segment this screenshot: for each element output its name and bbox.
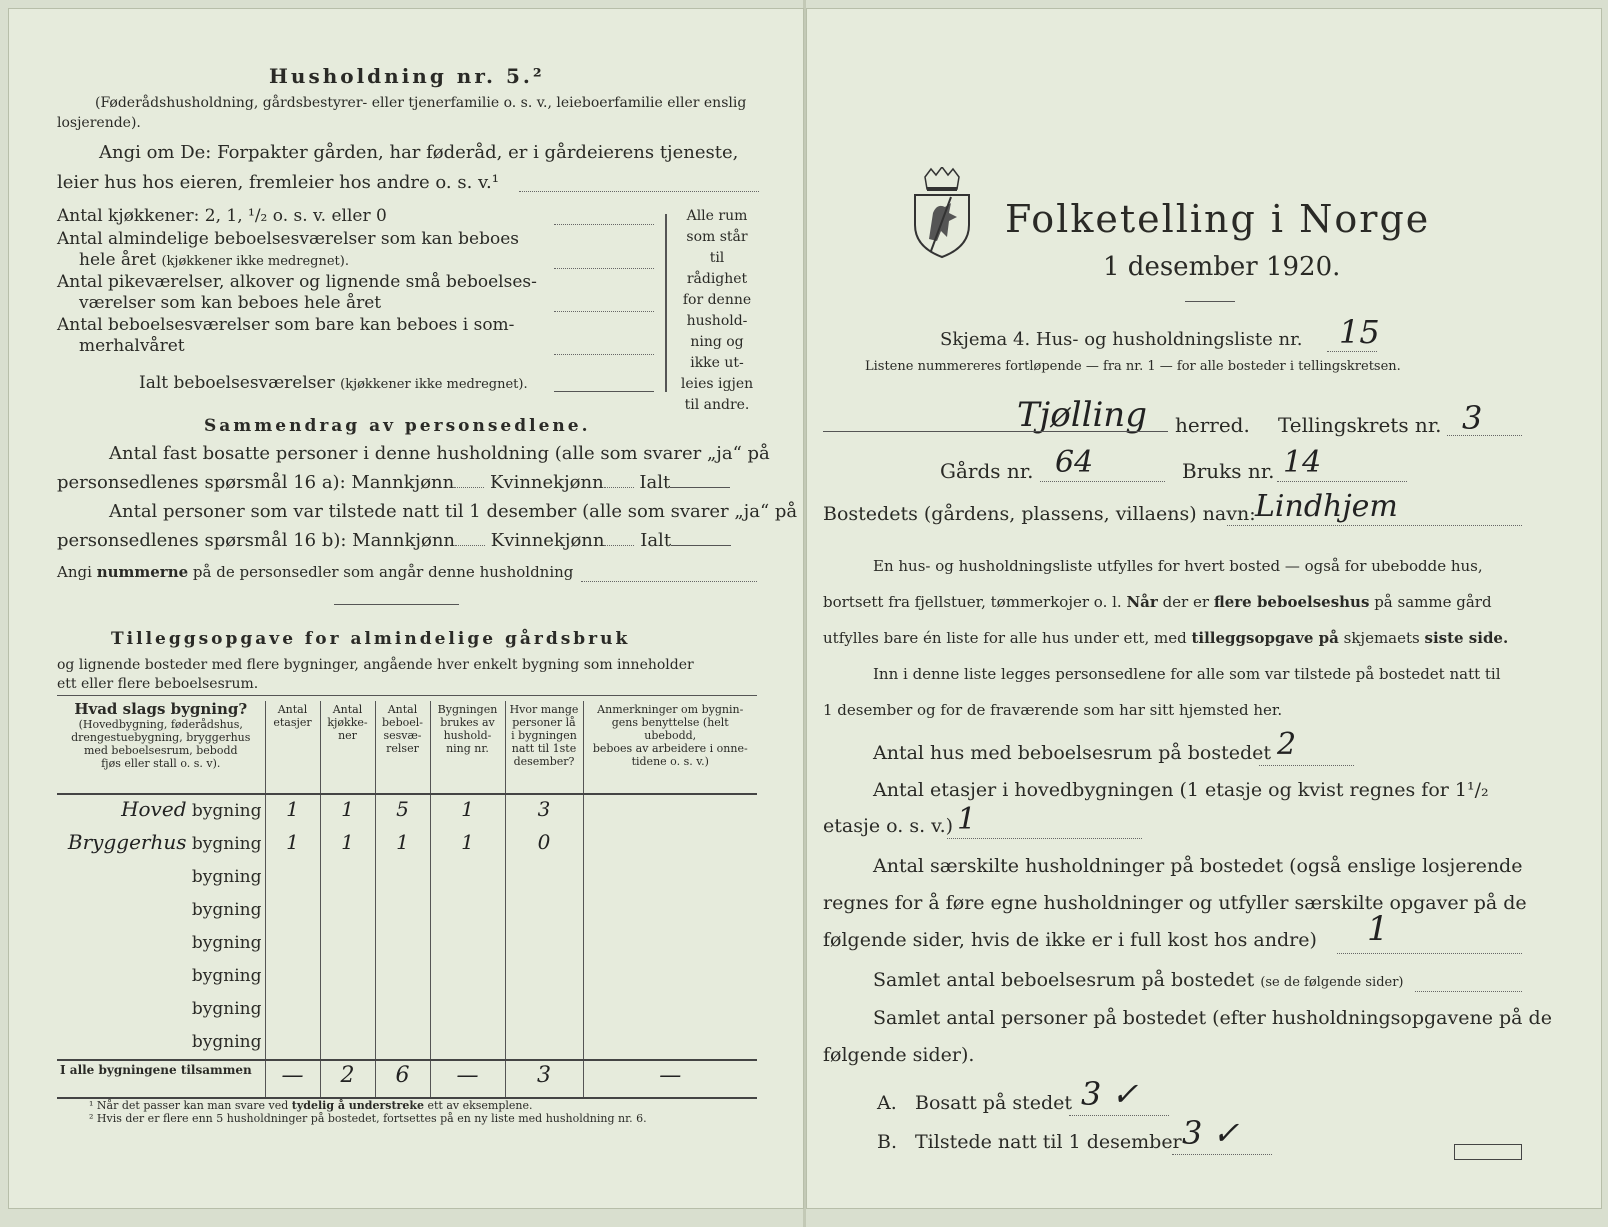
q-rum-label: Samlet antal beboelsesrum på bostedet (se de følgende sider): [873, 969, 1404, 991]
brace-note-line: til andre.: [684, 397, 750, 413]
bruks-value[interactable]: 14: [1283, 445, 1322, 480]
census-title: Folketelling i Norge: [1005, 197, 1431, 241]
table-header-line: tidene o. s. v.): [631, 755, 709, 768]
total-rooms-answer[interactable]: [554, 391, 654, 392]
table-header-cell: [583, 701, 757, 794]
ask-answer-line[interactable]: [519, 191, 759, 192]
table-header-line: natt til 1ste: [511, 742, 577, 755]
tilstede-letter: B.: [877, 1131, 898, 1153]
table-header-line: Anmerkninger om bygnin-: [597, 703, 744, 716]
bygning-label: bygning: [191, 1032, 262, 1052]
table-header-cell: [57, 701, 265, 794]
table-header-line: beboes av arbeidere i onne-: [592, 742, 748, 755]
cell-vaerelser[interactable]: 5: [375, 794, 430, 828]
cell-kjokken[interactable]: [320, 861, 375, 894]
cell-personer[interactable]: [505, 1026, 583, 1060]
cell-anm[interactable]: [583, 894, 757, 927]
table-row: [57, 960, 757, 993]
table-header-cell: [265, 701, 320, 794]
bruks-line: [1277, 481, 1407, 482]
cell-kjokken[interactable]: 1: [320, 828, 375, 861]
cell-etasjer[interactable]: [265, 927, 320, 960]
tilstede-value[interactable]: 3 ✓: [1182, 1114, 1240, 1152]
q-personer-b: følgende sider).: [823, 1044, 975, 1066]
q-hus-label: Antal hus med beboelsesrum på bostedet: [873, 742, 1272, 764]
table-header-line: brukes av: [440, 716, 495, 729]
total-rooms-label: Ialt beboelsesværelser (kjøkkener ikke medregnet).: [139, 373, 528, 393]
brace-note-line: ikke ut-: [690, 355, 744, 371]
para-3: utfylles bare én liste for alle hus under ett, med tilleggsopgave på skjemaets siste side.: [823, 629, 1509, 647]
brace-note-line: leies igjen: [680, 376, 754, 392]
q-personer-a: Samlet antal personer på bostedet (efter husholdningsopgavene på de: [873, 1007, 1552, 1029]
footnote-2: ² Hvis der er flere enn 5 husholdninger på bostedet, fortsettes på en ny liste med husholdning nr. 6.: [89, 1112, 647, 1125]
summary-line-3: Angi nummerne på de personsedler som angår denne husholdning: [57, 563, 574, 581]
q-rum-line[interactable]: [1415, 991, 1522, 992]
q-etasjer-a: Antal etasjer i hovedbygningen (1 etasje og kvist regnes for 1¹/₂: [873, 779, 1489, 801]
cell-kjokken[interactable]: 1: [320, 794, 375, 828]
cell-kjokken[interactable]: [320, 960, 375, 993]
table-header-line: ning nr.: [446, 742, 489, 755]
table-header-line: Antal: [277, 703, 308, 716]
cell-anm[interactable]: [583, 1026, 757, 1060]
para-1: En hus- og husholdningsliste utfylles for hvert bosted — også for ubebodde hus,: [873, 557, 1483, 575]
para-4: Inn i denne liste legges personsedlene for alle som var tilstede på bostedet natt til: [873, 665, 1501, 683]
cell-etasjer[interactable]: [265, 993, 320, 1026]
ask-line-1: Angi om De: Forpakter gården, har føderåd, er i gårdeierens tjeneste,: [99, 142, 739, 163]
building-name-cell[interactable]: [57, 1026, 265, 1060]
cell-vaerelser[interactable]: [375, 960, 430, 993]
right-page: [806, 8, 1602, 1209]
bosatt-letter: A.: [877, 1092, 897, 1114]
rooms-label-a: Antal almindelige beboelsesværelser som kan beboes: [57, 229, 519, 249]
krets-value[interactable]: 3: [1462, 399, 1483, 437]
summary-line-2a: Antal personer som var tilstede natt til 1 desember (alle som svarer „ja“ på: [109, 501, 798, 522]
skjema-number-line: [1327, 351, 1377, 352]
small-rooms-label-b: værelser som kan beboes hele året: [79, 293, 382, 313]
table-header-line: Antal: [387, 703, 418, 716]
herred-line: [823, 431, 1168, 432]
building-name-cell[interactable]: [57, 960, 265, 993]
cell-vaerelser[interactable]: [375, 927, 430, 960]
table-header-line: relser: [386, 742, 419, 755]
small-rooms-label-a: Antal pikeværelser, alkover og lignende små beboelses-: [57, 272, 537, 292]
kitchens-answer[interactable]: [554, 224, 654, 225]
table-header-line: etasjer: [273, 716, 312, 729]
cell-personer[interactable]: [505, 894, 583, 927]
cell-kjokken[interactable]: [320, 927, 375, 960]
cell-personer[interactable]: [505, 861, 583, 894]
cell-personer[interactable]: 3: [505, 794, 583, 828]
tilstede-label: Tilstede natt til 1 desember: [915, 1131, 1182, 1153]
bosatt-label: Bosatt på stedet: [915, 1092, 1072, 1114]
bygning-label: bygning: [191, 900, 262, 920]
kitchens-label: Antal kjøkkener: 2, 1, ¹/₂ o. s. v. eller 0: [57, 206, 387, 226]
gards-value[interactable]: 64: [1055, 445, 1094, 480]
table-row: [57, 794, 757, 828]
cell-hush[interactable]: [430, 894, 505, 927]
table-header-line: Antal: [332, 703, 363, 716]
cell-vaerelser[interactable]: [375, 1026, 430, 1060]
cell-hush[interactable]: [430, 927, 505, 960]
cell-vaerelser[interactable]: 1: [375, 828, 430, 861]
cell-anm[interactable]: [583, 993, 757, 1026]
cell-etasjer[interactable]: 1: [265, 794, 320, 828]
table-header-line: i bygningen: [511, 729, 577, 742]
total-cell[interactable]: 2: [320, 1060, 375, 1098]
rooms-label-b: hele året (kjøkkener ikke medregnet).: [79, 250, 349, 270]
cell-etasjer[interactable]: [265, 960, 320, 993]
q-hush-line: [1337, 953, 1522, 954]
building-name-cell[interactable]: [57, 861, 265, 894]
summary-numbers-answer[interactable]: [581, 581, 757, 582]
skjema-label: Skjema 4. Hus- og husholdningsliste nr.: [940, 329, 1303, 350]
rooms-answer[interactable]: [554, 268, 654, 269]
bygning-label: bygning: [191, 966, 262, 986]
q-hush-b: regnes for å føre egne husholdninger og utfyller særskilte opgaver på de: [823, 892, 1527, 914]
summary-line-1a: Antal fast bosatte personer i denne husholdning (alle som svarer „ja“ på: [109, 443, 770, 464]
cell-anm[interactable]: [583, 794, 757, 828]
table-header-line: med beboelsesrum, bebodd: [83, 744, 238, 757]
bygning-label: bygning: [191, 999, 262, 1019]
para-5: 1 desember og for de fraværende som har sitt hjemsted her.: [823, 701, 1283, 719]
table-header-row: [57, 701, 757, 794]
table-header-line: fjøs eller stall o. s. v).: [101, 757, 221, 770]
cell-vaerelser[interactable]: [375, 894, 430, 927]
bosatt-line: [1069, 1115, 1169, 1116]
table-header-cell: [320, 701, 375, 794]
ask-line-2: leier hus hos eieren, fremleier hos andre o. s. v.¹: [57, 172, 499, 193]
skjema-number[interactable]: 15: [1339, 313, 1380, 351]
summary-line-1b: personsedlenes spørsmål 16 a): Mannkjønn Kvinnekjønn Ialt: [57, 472, 730, 493]
bosatt-value[interactable]: 3 ✓: [1081, 1075, 1139, 1113]
q-hus-value[interactable]: 2: [1277, 727, 1297, 762]
building-name-cell[interactable]: [57, 894, 265, 927]
total-label: I alle bygningene tilsammen: [57, 1060, 265, 1098]
table-header-line: Bygningen: [437, 703, 498, 716]
table-header-line: sesvæ-: [383, 729, 422, 742]
table-header-line: kjøkke-: [327, 716, 368, 729]
brace-note-line: som står til: [686, 229, 748, 266]
brace-note-line: for denne: [682, 292, 752, 308]
gards-label: Gårds nr.: [940, 459, 1034, 483]
brace: [665, 214, 667, 392]
cell-hush[interactable]: [430, 1026, 505, 1060]
table-row: [57, 894, 757, 927]
table-top-rule: [57, 695, 757, 696]
table-header-line: drengestuebygning, bryggerhus: [71, 731, 251, 744]
summary-line-2b: personsedlenes spørsmål 16 b): Mannkjønn Kvinnekjønn Ialt: [57, 530, 731, 551]
bosted-value[interactable]: Lindhjem: [1255, 489, 1398, 524]
table-header-cell: [505, 701, 583, 794]
bosted-label: Bostedets (gårdens, plassens, villaens) navn:: [823, 503, 1256, 525]
table-total-row: [57, 1060, 757, 1098]
q-hush-c: følgende sider, hvis de ikke er i full kost hos andre): [823, 929, 1317, 951]
footnote-1: ¹ Når det passer kan man svare ved tydelig å understreke ett av eksemplene.: [89, 1099, 533, 1112]
brace-note-line: hushold-: [686, 313, 748, 329]
cell-vaerelser[interactable]: [375, 861, 430, 894]
cell-kjokken[interactable]: [320, 894, 375, 927]
brace-note-line: rådighet: [686, 271, 748, 287]
cell-kjokken[interactable]: [320, 1026, 375, 1060]
table-header-line: hushold-: [443, 729, 492, 742]
supplement-sub-2: ett eller flere beboelsesrum.: [57, 676, 259, 692]
building-name: Bryggerhus: [67, 830, 187, 854]
table-header-line: Hvad slags bygning?: [74, 700, 248, 718]
table-header-line: desember?: [513, 755, 575, 768]
bruks-label: Bruks nr.: [1182, 459, 1275, 483]
cell-hush[interactable]: [430, 993, 505, 1026]
summer-rooms-label-a: Antal beboelsesværelser som bare kan beboes i som-: [57, 315, 515, 335]
q-etasjer-b: etasje o. s. v.): [823, 815, 954, 837]
table-header-line: gens benyttelse (helt ubebodd,: [611, 716, 729, 742]
table-row: [57, 861, 757, 894]
total-cell[interactable]: 6: [375, 1060, 430, 1098]
brace-note-line: Alle rum: [686, 208, 748, 224]
bosted-line: [1227, 525, 1522, 526]
building-name-cell[interactable]: [57, 993, 265, 1026]
table-header-cell: [375, 701, 430, 794]
herred-value[interactable]: Tjølling: [1017, 395, 1147, 435]
cell-personer[interactable]: [505, 960, 583, 993]
q-hush-value[interactable]: 1: [1367, 909, 1389, 949]
cell-anm[interactable]: [583, 960, 757, 993]
cell-anm[interactable]: [583, 828, 757, 861]
total-cell[interactable]: —: [430, 1060, 505, 1098]
small-rooms-answer[interactable]: [554, 311, 654, 312]
table-header-line: Hvor mange: [509, 703, 579, 716]
krets-label: Tellingskrets nr.: [1278, 413, 1442, 437]
cell-hush[interactable]: [430, 960, 505, 993]
census-date: 1 desember 1920.: [1103, 252, 1341, 282]
household-subtitle: (Føderådshusholdning, gårdsbestyrer- eller tjenerfamilie o. s. v., leieboerfamilie eller enslig losjerende).: [57, 95, 747, 131]
building-name-cell[interactable]: [57, 794, 265, 828]
cell-etasjer[interactable]: [265, 1026, 320, 1060]
cell-etasjer[interactable]: 1: [265, 828, 320, 861]
bygning-label: bygning: [191, 867, 262, 887]
cell-etasjer[interactable]: [265, 894, 320, 927]
divider: [334, 604, 459, 605]
table-header-line: beboel-: [382, 716, 423, 729]
cell-vaerelser[interactable]: [375, 993, 430, 1026]
summer-rooms-label-b: merhalvåret: [79, 336, 185, 356]
table-header-cell: [430, 701, 505, 794]
brace-note-line: ning og: [690, 334, 744, 350]
total-cell[interactable]: 3: [505, 1060, 583, 1098]
bygning-label: bygning: [191, 834, 262, 854]
total-cell[interactable]: —: [583, 1060, 757, 1098]
cell-etasjer[interactable]: [265, 861, 320, 894]
supplement-title: Tilleggsopgave for almindelige gårdsbruk: [111, 629, 631, 649]
bygning-label: bygning: [191, 933, 262, 953]
building-name: Hoved: [121, 797, 187, 821]
table-row: [57, 993, 757, 1026]
q-etasjer-line: [947, 838, 1142, 839]
tilstede-line: [1172, 1154, 1272, 1155]
cell-personer[interactable]: [505, 993, 583, 1026]
krets-line: [1447, 435, 1522, 436]
title-rule: [1185, 301, 1235, 302]
cell-anm[interactable]: [583, 927, 757, 960]
table-header-line: personer lå: [512, 716, 576, 729]
q-etasjer-value[interactable]: 1: [957, 802, 977, 837]
left-page: [8, 8, 804, 1209]
q-hush-a: Antal særskilte husholdninger på bostedet (også enslige losjerende: [873, 855, 1523, 877]
q-hus-line: [1259, 765, 1354, 766]
cell-kjokken[interactable]: [320, 993, 375, 1026]
summary-title: Sammendrag av personsedlene.: [204, 416, 591, 436]
household-title: Husholdning nr. 5.²: [269, 64, 545, 88]
brace-note: [677, 206, 757, 416]
table-row: [57, 1026, 757, 1060]
total-cell[interactable]: —: [265, 1060, 320, 1098]
cell-anm[interactable]: [583, 861, 757, 894]
table-header-line: (Hovedbygning, føderådshus,: [78, 718, 243, 731]
cell-hush[interactable]: 1: [430, 828, 505, 861]
herred-label: herred.: [1175, 413, 1250, 437]
printer-stamp: [1454, 1144, 1522, 1160]
supplement-sub-1: og lignende bosteder med flere bygninger, angående hver enkelt bygning som inneholder: [57, 657, 694, 673]
cell-hush[interactable]: [430, 861, 505, 894]
para-2: bortsett fra fjellstuer, tømmerkojer o. l. Når der er flere beboelseshus på samme gård: [823, 593, 1492, 611]
cell-personer[interactable]: 0: [505, 828, 583, 861]
gards-line: [1040, 481, 1165, 482]
coat-of-arms-icon: [911, 167, 973, 259]
cell-personer[interactable]: [505, 927, 583, 960]
building-name-cell[interactable]: [57, 927, 265, 960]
table-row: [57, 927, 757, 960]
table-header-line: ner: [338, 729, 357, 742]
bygning-label: bygning: [191, 801, 262, 821]
summer-rooms-answer[interactable]: [554, 354, 654, 355]
building-name-cell[interactable]: [57, 828, 265, 861]
building-table: [57, 701, 757, 1099]
listene-note: Listene nummereres fortløpende — fra nr. 1 — for alle bosteder i tellingskretsen.: [865, 359, 1401, 374]
table-row: [57, 828, 757, 861]
cell-hush[interactable]: 1: [430, 794, 505, 828]
